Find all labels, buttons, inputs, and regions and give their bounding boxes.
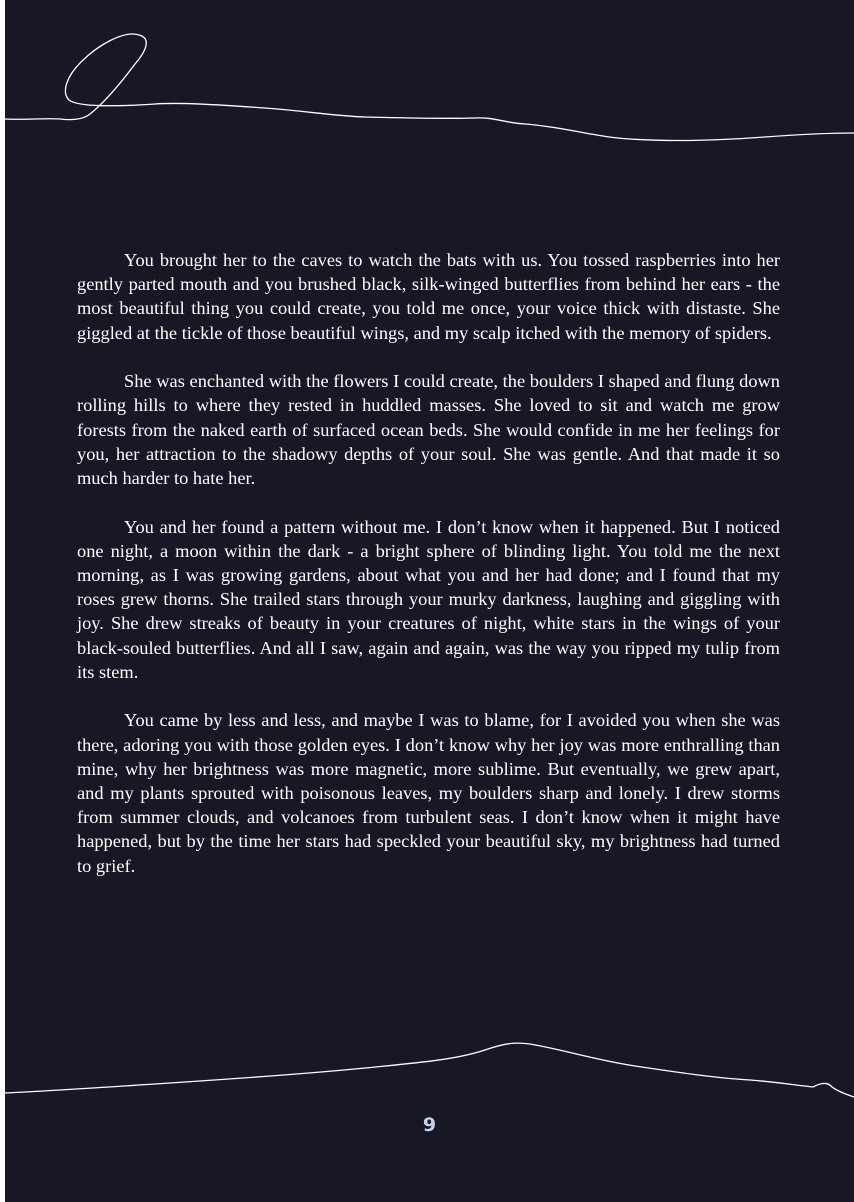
document-page (5, 0, 854, 1202)
paragraph-2: She was enchanted with the flowers I could create, the boulders I shaped and flung down rolling hills to where they rested in huddled masses. She loved to sit and watch me grow forests from the naked earth of surfaced ocean beds. She would confide in me her feelings for you, her attraction to the shadowy depths of your soul. She was gentle. And that made it so much harder to hate her. (77, 371, 780, 489)
top-loop-line (5, 34, 854, 140)
paragraph-3: You and her found a pattern without me. I don’t know when it happened. But I noticed one night, a moon within the dark - a bright sphere of blinding light. You told me the next morning, as I was growing gardens, about what you and her had done; and I found that my roses grew thorns. She trailed stars through your murky darkness, laughing and giggling with joy. She drew streaks of beauty in your creatures of night, white stars in the wings of your black-souled butterflies. And all I saw, again and again, was the way you ripped my tulip from its stem. (77, 516, 780, 682)
bottom-wave-line (5, 1043, 854, 1097)
paragraph-4: You came by less and less, and maybe I was to blame, for I avoided you when she was there, adoring you with those golden eyes. I don’t know why her joy was more enthralling than mine, why her brightness was more magnetic, more sublime. But eventually, we grew apart, and my plants sprouted with poisonous leaves, my boulders sharp and lonely. I drew storms from summer clouds, and volcanoes from turbulent seas. I don’t know when it might have happened, but by the time her stars had speckled your beautiful sky, my brightness had turned to grief. (77, 710, 780, 876)
paragraph-1: You brought her to the caves to watch the bats with us. You tossed raspberries into her gently parted mouth and you brushed black, silk-winged butterflies from behind her ears - the most beautiful thing you could create, you told me once, your voice thick with distaste. She giggled at the tickle of those beautiful wings, and my scalp itched with the memory of spiders. (77, 250, 780, 343)
page-number: 9 (422, 1114, 437, 1136)
story-text (77, 248, 780, 902)
